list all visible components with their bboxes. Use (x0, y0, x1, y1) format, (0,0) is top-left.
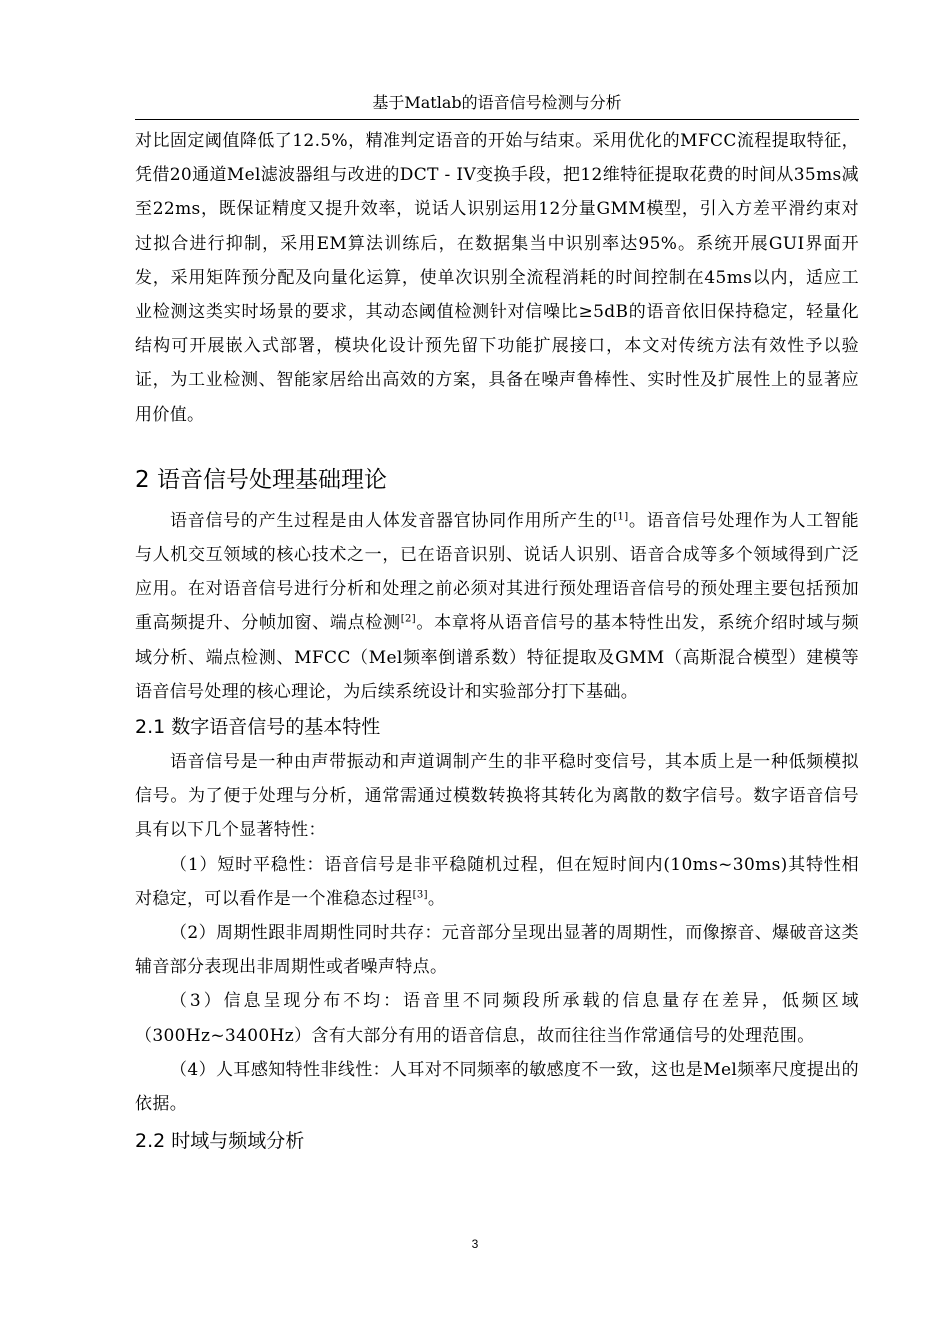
list-item-4: （4）人耳感知特性非线性：人耳对不同频率的敏感度不一致，这也是Mel频率尺度提出的依据。 (135, 1059, 859, 1115)
paragraph-text: 语音信号的产生过程是由人体发音器官协同作用所产生的 (170, 510, 614, 531)
list-item-3: （3）信息呈现分布不均：语音里不同频段所承载的信息量存在差异，低频区域（300Hz~3400Hz）含有大部分有用的语音信息，故而往往当作常通信号的处理范围。 (135, 991, 859, 1046)
header-divider (135, 119, 859, 120)
running-header: 基于Matlab的语音信号检测与分析 (372, 93, 622, 112)
paragraph-text: 。本章将从语音信号的基本特性出发，系统介绍时域与频域分析、端点检测、MFCC（Mel频率倒谱系数）特征提取及GMM（高斯混合模型）建模等语音信号处理的核心理论，为后续系统设计和实验部分打下基础。 (135, 613, 860, 702)
list-item-2: （2）周期性跟非周期性同时共存：元音部分呈现出显著的周期性，而像擦音、爆破音这类辅音部分表现出非周期性或者噪声特点。 (135, 923, 859, 978)
intro-paragraph: 对比固定阈值降低了12.5%，精准判定语音的开始与结束。采用优化的MFCC流程提取特征，凭借20通道Mel滤波器组与改进的DCT - IV变换手段，把12维特征提取花费的时间从35ms减至22ms，既保证精度又提升效率，说话人识别运用12分量GMM模型，引入方差平滑约束对过拟合进行抑制，采用EM算法训练后，在数据集当中识别率达95%。系统开展GUI界面开发，采用矩阵预分配及向量化运算，使单次识别全流程消耗的时间控制在45ms以内，适应工业检测这类实时场景的要求，其动态阈值检测针对信噪比≥5dB的语音依旧保持稳定，轻量化结构可开展嵌入式部署，模块化设计预先留下功能扩展接口，本文对传统方法有效性予以验证，为工业检测、智能家居给出高效的方案，具备在噪声鲁棒性、实时性及扩展性上的显著应用价值。 (135, 131, 859, 425)
page-number: 3 (471, 1237, 479, 1251)
citation-3: [3] (412, 889, 428, 901)
paragraph-text: 。语音信号处理作为人工智能与人机交互领域的核心技术之一，已在语音识别、说话人识别、语音合成等多个领域得到广泛应用。在对语音信号进行分析和处理之前必须对其进行预处理语音信号的预处理主要包括预加重高频提升、分帧加窗、端点检测 (135, 510, 859, 634)
citation-2: [2] (400, 613, 417, 625)
list-item-text: （1）短时平稳性：语音信号是非平稳随机过程，但在短时间内(10ms~30ms)其特性相对稳定，可以看作是一个准稳态过程 (135, 854, 859, 909)
section-heading-2: 2 语音信号处理基础理论 (135, 466, 387, 493)
section-2-paragraph (135, 504, 859, 709)
section-2-1-paragraph: 语音信号是一种由声带振动和声道调制产生的非平稳时变信号，其本质上是一种低频模拟信号。为了便于处理与分析，通常需通过模数转换将其转化为离散的数字信号。数字语音信号具有以下几个显著特性： (135, 752, 859, 841)
section-heading-2-2: 2.2 时域与频域分析 (135, 1130, 305, 1153)
section-heading-2-1: 2.1 数字语音信号的基本特性 (135, 716, 381, 739)
page-body (135, 124, 859, 1159)
list-item-tail: 。 (427, 888, 446, 909)
citation-1: [1] (613, 511, 629, 523)
list-item-1 (135, 848, 859, 916)
